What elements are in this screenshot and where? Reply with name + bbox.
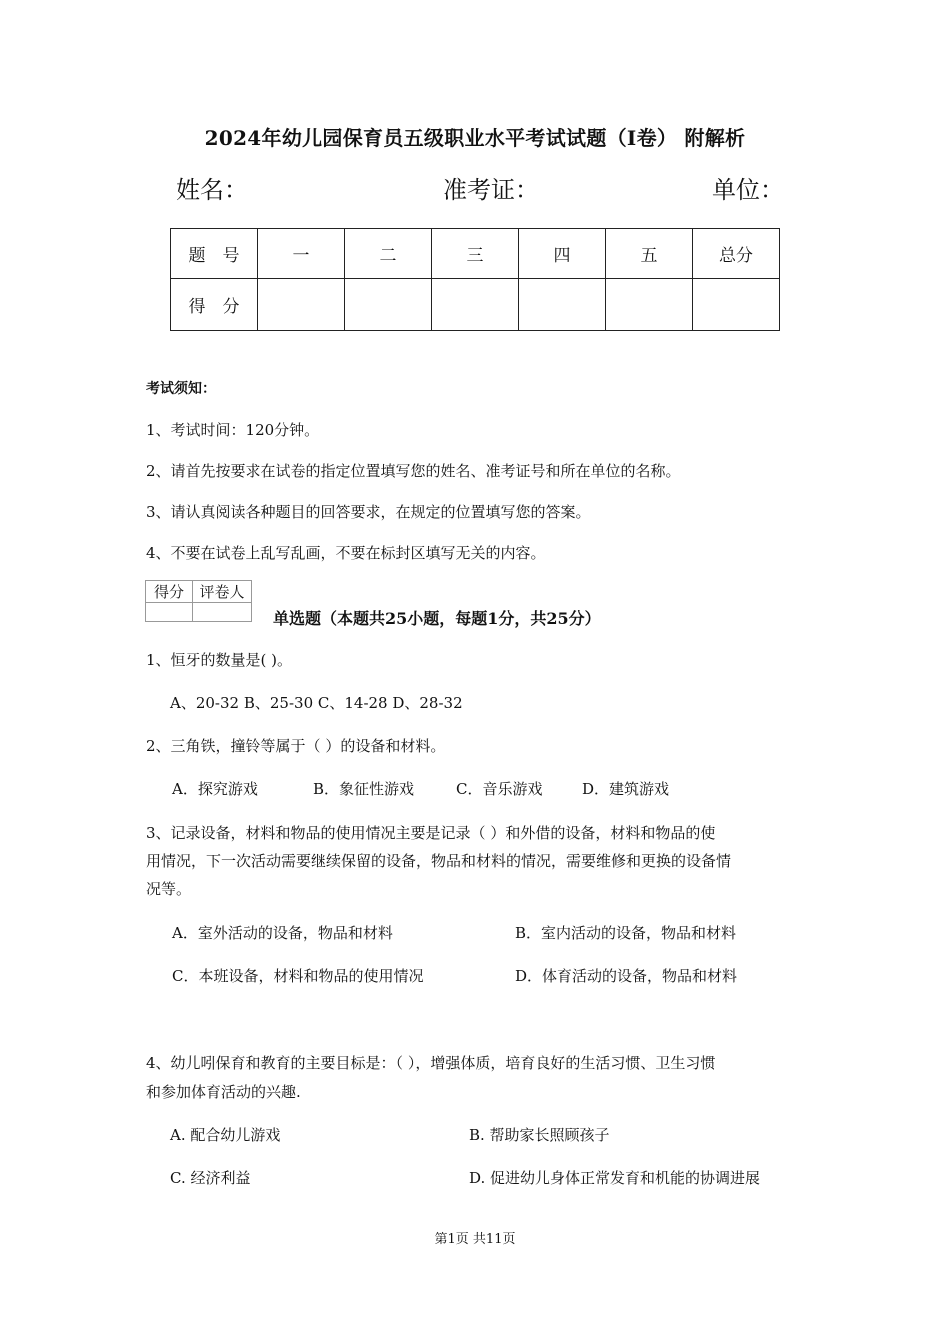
name-label: 姓名： — [176, 176, 248, 204]
question-1-options: A、20-32 B、25-30 C、14-28 D、28-32 — [170, 694, 463, 712]
question-3-option-c: C．本班设备，材料和物品的使用情况 — [172, 967, 424, 985]
grader-score-label: 得分 — [146, 581, 193, 603]
question-3-option-a: A．室外活动的设备，物品和材料 — [172, 924, 393, 942]
question-4-option-b: B. 帮助家长照顾孩子 — [469, 1126, 610, 1144]
question-2-option-c: C．音乐游戏 — [456, 780, 543, 798]
question-4-stem-line: 和参加体育活动的兴趣. — [146, 1083, 301, 1101]
score-cell — [258, 279, 345, 331]
score-header-cell: 三 — [432, 229, 519, 279]
score-header-cell: 四 — [519, 229, 606, 279]
notice-item: 2、请首先按要求在试卷的指定位置填写您的姓名、准考证号和所在单位的名称。 — [146, 462, 681, 480]
score-table — [170, 228, 780, 331]
notice-item: 3、请认真阅读各种题目的回答要求，在规定的位置填写您的答案。 — [146, 503, 591, 521]
score-header-cell: 题 号 — [171, 229, 258, 279]
grader-score-cell — [146, 603, 193, 622]
notice-item: 1、考试时间：120分钟。 — [146, 421, 320, 439]
score-cell — [693, 279, 780, 331]
question-2-stem: 2、三角铁，撞铃等属于（ ）的设备和材料。 — [146, 737, 446, 755]
unit-label: 单位： — [712, 176, 784, 204]
score-row-label: 得 分 — [171, 279, 258, 331]
score-table-header-row — [171, 229, 780, 279]
score-cell — [519, 279, 606, 331]
score-cell — [606, 279, 693, 331]
notice-heading: 考试须知： — [146, 381, 216, 397]
question-4-stem-line: 4、幼儿吲保育和教育的主要目标是：（ ），增强体质，培育良好的生活习惯、卫生习惯 — [146, 1054, 716, 1072]
question-3-stem-line: 用情况，下一次活动需要继续保留的设备，物品和材料的情况，需要维修和更换的设备情 — [146, 852, 732, 870]
score-header-cell: 一 — [258, 229, 345, 279]
question-2-option-d: D．建筑游戏 — [582, 780, 670, 798]
question-4-option-d: D. 促进幼儿身体正常发育和机能的协调进展 — [469, 1169, 761, 1187]
question-3-stem-line: 况等。 — [146, 880, 192, 898]
question-3-stem-line: 3、记录设备，材料和物品的使用情况主要是记录（ ）和外借的设备，材料和物品的使 — [146, 824, 716, 842]
grader-box — [145, 580, 252, 622]
notice-item: 4、不要在试卷上乱写乱画，不要在标封区填写无关的内容。 — [146, 544, 546, 562]
score-cell — [345, 279, 432, 331]
grader-reviewer-cell — [193, 603, 252, 622]
page-title: 2024年幼儿园保育员五级职业水平考试试题（I卷） 附解析 — [204, 126, 746, 150]
section-title: 单选题（本题共25小题，每题1分，共25分） — [273, 609, 601, 628]
page-footer: 第1页 共11页 — [434, 1232, 516, 1247]
question-2-option-b: B．象征性游戏 — [313, 780, 415, 798]
exam-id-label: 准考证： — [443, 176, 539, 204]
question-4-option-a: A. 配合幼儿游戏 — [170, 1126, 281, 1144]
question-3-option-d: D．体育活动的设备，物品和材料 — [515, 967, 738, 985]
grader-reviewer-label: 评卷人 — [193, 581, 252, 603]
question-3-option-b: B．室内活动的设备，物品和材料 — [515, 924, 737, 942]
score-cell — [432, 279, 519, 331]
score-header-cell: 五 — [606, 229, 693, 279]
question-1-stem: 1、恒牙的数量是( )。 — [146, 651, 293, 669]
question-4-option-c: C. 经济利益 — [170, 1169, 251, 1187]
score-table-score-row — [171, 279, 780, 331]
score-header-cell: 总分 — [693, 229, 780, 279]
question-2-option-a: A．探究游戏 — [172, 780, 258, 798]
score-header-cell: 二 — [345, 229, 432, 279]
